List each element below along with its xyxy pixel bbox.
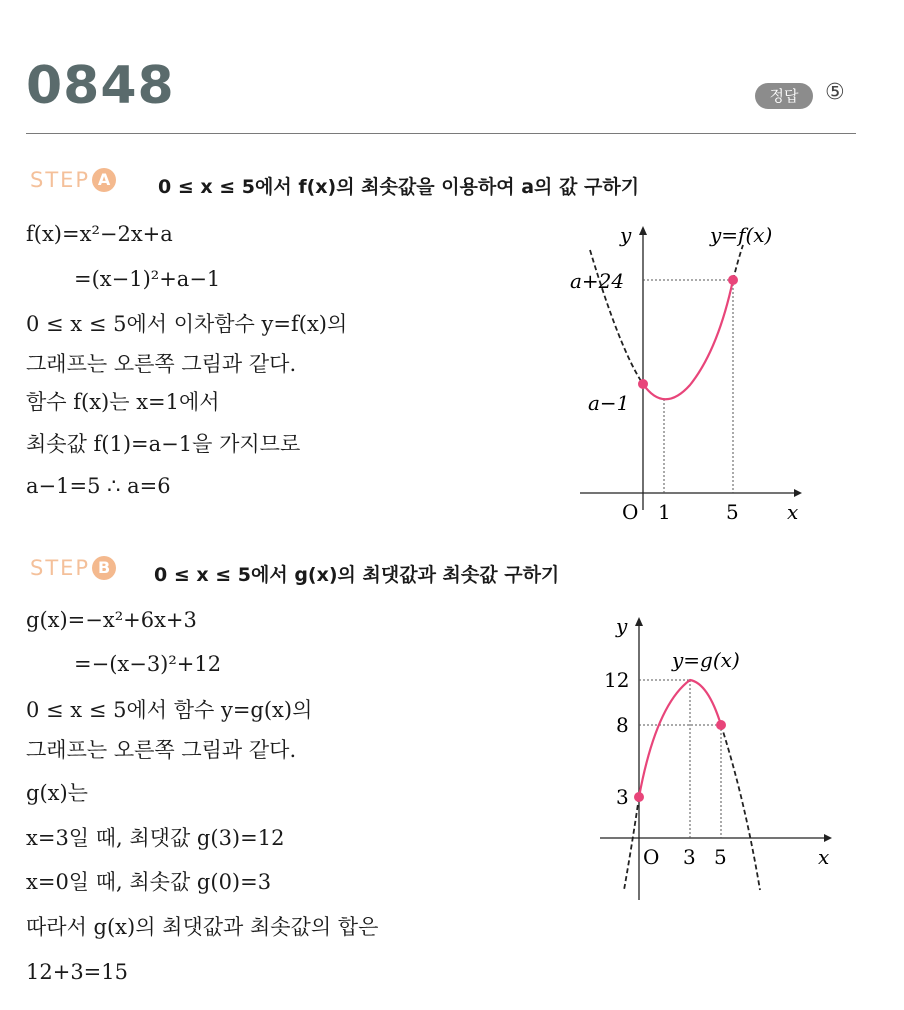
y-label-12: 12	[604, 668, 630, 692]
curve-g	[639, 680, 721, 797]
graph-f	[560, 210, 820, 530]
step-b-label: STEP	[30, 556, 91, 580]
y-axis-arrow	[639, 226, 647, 235]
curve-f-dashed	[733, 245, 743, 280]
step-b-line: 따라서 g(x)의 최댓값과 최솟값의 합은	[26, 915, 379, 939]
step-a-label: STEP	[30, 168, 91, 192]
y-axis-label: y	[620, 223, 632, 247]
curve-f	[643, 280, 733, 399]
x-axis-arrow	[794, 489, 802, 497]
step-a-line: 그래프는 오른쪽 그림과 같다.	[26, 352, 297, 376]
y-label-min: a−1	[588, 391, 630, 415]
step-a-line: =(x−1)²+a−1	[74, 267, 221, 291]
y-axis-label: y	[616, 614, 628, 638]
step-a-line: a−1=5 ∴ a=6	[26, 474, 171, 498]
step-a-title: 0 ≤ x ≤ 5에서 f(x)의 최솟값을 이용하여 a의 값 구하기	[158, 176, 640, 198]
curve-g-dashed	[721, 725, 760, 890]
step-b-line: x=0일 때, 최솟값 g(0)=3	[26, 870, 272, 894]
step-a-header	[30, 168, 116, 192]
step-b-line: g(x)는	[26, 781, 88, 805]
step-a-line: 함수 f(x)는 x=1에서	[26, 390, 220, 414]
y-label-3: 3	[616, 785, 629, 809]
step-b-header	[30, 556, 116, 580]
x-label-1: 1	[658, 500, 671, 524]
point-g-5	[716, 720, 726, 730]
y-label-8: 8	[616, 713, 629, 737]
origin-label: O	[643, 845, 660, 869]
x-label-5: 5	[714, 845, 727, 869]
x-axis-label: x	[818, 845, 830, 869]
step-b-line: =−(x−3)²+12	[74, 652, 222, 676]
origin-label: O	[622, 500, 639, 524]
problem-number: 0848	[26, 56, 175, 116]
x-label-5: 5	[726, 500, 739, 524]
step-b-letter: B	[92, 556, 116, 580]
point-g-0	[634, 792, 644, 802]
step-b-line: 그래프는 오른쪽 그림과 같다.	[26, 738, 297, 762]
answer-badge: 정답	[755, 83, 813, 109]
step-b-line: 12+3=15	[26, 960, 128, 984]
curve-label: y=f(x)	[710, 223, 773, 247]
x-label-3: 3	[683, 845, 696, 869]
x-axis-label: x	[787, 500, 799, 524]
step-a-line: f(x)=x²−2x+a	[26, 222, 173, 246]
answer-value: ⑤	[825, 80, 845, 105]
step-b-line: g(x)=−x²+6x+3	[26, 608, 197, 632]
point-f-5	[728, 275, 738, 285]
y-label-top: a+24	[570, 269, 625, 293]
step-b-line: 0 ≤ x ≤ 5에서 함수 y=g(x)의	[26, 698, 313, 722]
point-f-0	[638, 379, 648, 389]
graph-g	[590, 605, 850, 905]
y-axis-arrow	[635, 617, 643, 626]
curve-label: y=g(x)	[672, 648, 740, 672]
curve-g-dashed	[624, 797, 639, 890]
step-a-line: 0 ≤ x ≤ 5에서 이차함수 y=f(x)의	[26, 312, 348, 336]
step-a-letter: A	[92, 168, 116, 192]
step-a-line: 최솟값 f(1)=a−1을 가지므로	[26, 432, 301, 456]
x-axis-arrow	[824, 834, 832, 842]
step-b-line: x=3일 때, 최댓값 g(3)=12	[26, 826, 285, 850]
step-b-title: 0 ≤ x ≤ 5에서 g(x)의 최댓값과 최솟값 구하기	[154, 564, 560, 586]
header-divider	[26, 133, 856, 134]
